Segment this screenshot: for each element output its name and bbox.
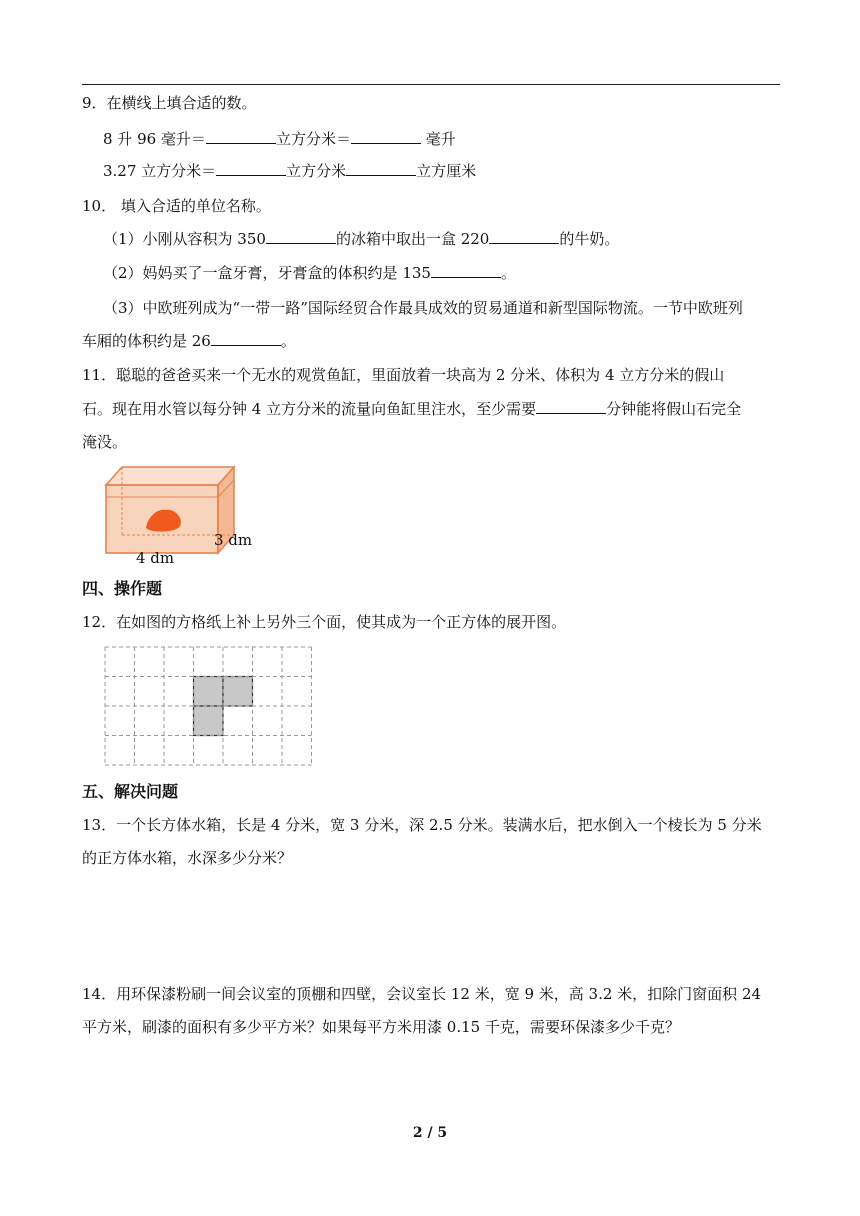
q10-item1: （1）小刚从容积为 350 的冰箱中取出一盒 220 的牛奶。 [103, 230, 620, 248]
q12-text: 12．在如图的方格纸上补上另外三个面，使其成为一个正方体的展开图。 [82, 613, 567, 631]
answer-blank[interactable] [536, 398, 606, 414]
filled-face [223, 677, 253, 707]
answer-blank[interactable] [206, 128, 276, 144]
q11-line2: 石。现在用水管以每分钟 4 立方分米的流量向鱼缸里注水，至少需要 分钟能将假山石完全 [82, 400, 742, 418]
answer-blank[interactable] [489, 228, 559, 244]
q10-item2: （2）妈妈买了一盒牙膏，牙膏盒的体积约是 135 。 [103, 264, 516, 282]
header-rule [82, 84, 780, 85]
section-heading-4: 四、操作题 [82, 579, 163, 598]
q11-line1: 11．聪聪的爸爸买来一个无水的观赏鱼缸，里面放着一块高为 2 分米、体积为 4 立方分米的假山 [82, 366, 725, 384]
answer-blank[interactable] [211, 330, 281, 346]
answer-blank[interactable] [431, 262, 501, 278]
depth-label: 3 dm [214, 531, 253, 549]
page-number: 2 / 5 [412, 1125, 448, 1141]
q9-title: 9．在横线上填合适的数。 [82, 94, 257, 112]
q10-item3-line1: （3）中欧班列成为“一带一路”国际经贸合作最具成效的贸易通道和新型国际物流。一节中欧班列 [103, 299, 743, 317]
section-heading-5: 五、解决问题 [82, 782, 179, 801]
q14-line2: 平方米，刷漆的面积有多少平方米？如果每平方米用漆 0.15 千克，需要环保漆多少千克？ [82, 1018, 680, 1036]
answer-blank[interactable] [351, 128, 421, 144]
answer-blank[interactable] [216, 160, 286, 176]
fish-tank-figure [100, 462, 270, 566]
square-grid-paper[interactable] [104, 646, 312, 766]
q10-title: 10． 填入合适的单位名称。 [82, 197, 271, 215]
q13-line1: 13．一个长方体水箱，长是 4 分米，宽 3 分米，深 2.5 分米。装满水后，把水倒入一个棱长为 5 分米 [82, 816, 762, 834]
q9-row2: 3.27 立方分米＝ 立方分米 立方厘米 [103, 162, 477, 180]
filled-face [194, 706, 224, 736]
answer-blank[interactable] [346, 160, 416, 176]
length-label: 4 dm [136, 549, 175, 566]
answer-blank[interactable] [266, 228, 336, 244]
q11-line3: 淹没。 [82, 433, 128, 451]
filled-face [194, 677, 224, 707]
q9-row1: 8 升 96 毫升＝ 立方分米＝ 毫升 [103, 130, 456, 148]
q14-line1: 14．用环保漆粉刷一间会议室的顶棚和四壁，会议室长 12 米，宽 9 米，高 3.2 米，扣除门窗面积 24 [82, 985, 762, 1003]
q10-item3-line2: 车厢的体积约是 26 。 [82, 332, 296, 350]
q13-line2: 的正方体水箱，水深多少分米？ [82, 849, 293, 867]
